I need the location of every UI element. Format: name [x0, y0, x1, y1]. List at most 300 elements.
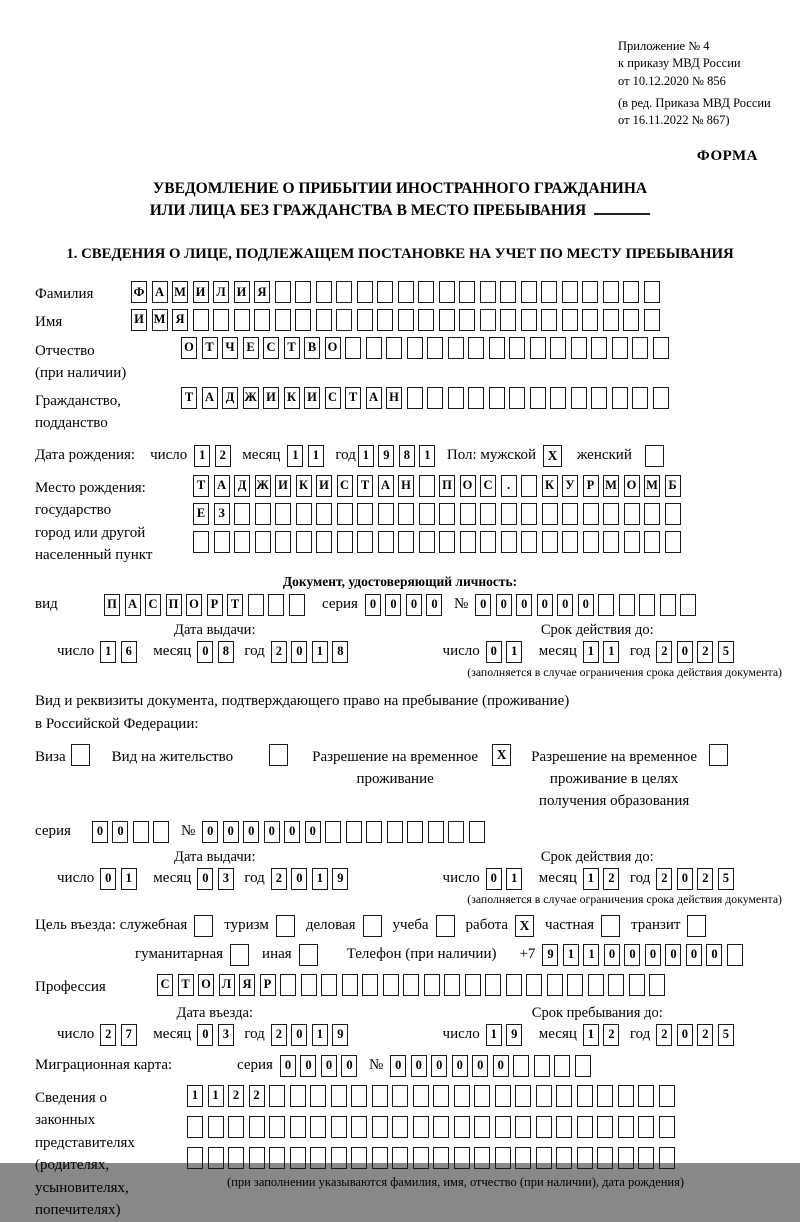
purpose-other-checkbox [299, 944, 318, 966]
permit-issue-year-boxes [271, 868, 353, 890]
char-box [526, 974, 542, 996]
char-box [213, 309, 229, 331]
permit-issue-month-boxes [197, 868, 238, 890]
birthplace-boxes-row2 [193, 503, 685, 525]
char-box: 1 [100, 641, 116, 663]
char-box [515, 1116, 531, 1138]
purpose-humanitarian-label: гуманитарная [135, 946, 224, 963]
char-box [454, 1147, 470, 1169]
char-box: 0 [677, 1024, 693, 1046]
valid-until-heading: Срок действия до: [540, 621, 654, 638]
permit-number-boxes [202, 821, 489, 843]
representatives-label [35, 1084, 187, 1222]
appendix-line: от 16.11.2022 № 867) [618, 113, 730, 127]
char-box [653, 337, 669, 359]
char-box [357, 531, 373, 553]
day-label: число [442, 643, 480, 660]
purpose-transit-checkbox [687, 915, 706, 937]
char-box [474, 1085, 490, 1107]
stay-year-boxes [656, 1024, 738, 1046]
citizenship-label [35, 387, 181, 435]
char-box: Б [665, 475, 681, 497]
char-box [603, 531, 619, 553]
char-box [316, 281, 332, 303]
char-box: 0 [496, 594, 512, 616]
char-box: Т [345, 387, 361, 409]
char-box [603, 309, 619, 331]
appendix-line: Приложение № 4 [618, 39, 710, 53]
char-box [269, 1147, 285, 1169]
char-box [534, 1055, 550, 1077]
migration-card-label: Миграционная карта: [35, 1057, 173, 1074]
char-box [618, 1147, 634, 1169]
char-box: 0 [223, 821, 239, 843]
char-box [506, 974, 522, 996]
representatives-boxes-row2 [187, 1116, 684, 1138]
char-box [608, 974, 624, 996]
entry-month-boxes [197, 1024, 238, 1046]
char-box [351, 1085, 367, 1107]
section-1-heading: 1. СВЕДЕНИЯ О ЛИЦЕ, ПОДЛЕЖАЩЕМ ПОСТАНОВКЕ НА УЧЕТ ПО МЕСТУ ПРЕБЫВАНИЯ [66, 246, 734, 263]
char-box: 0 [341, 1055, 357, 1077]
char-box [501, 531, 517, 553]
char-box [337, 503, 353, 525]
char-box [575, 1055, 591, 1077]
char-box [208, 1147, 224, 1169]
char-box: 0 [390, 1055, 406, 1077]
char-box [649, 974, 665, 996]
char-box [357, 503, 373, 525]
char-box [187, 1147, 203, 1169]
visa-label: Виза [35, 749, 66, 766]
patronymic-label-line2: (при наличии) [35, 365, 127, 382]
id-valid-column [395, 622, 800, 663]
char-box: 1 [308, 445, 324, 467]
char-box [419, 475, 435, 497]
representatives-note: (при заполнении указываются фамилия, имя, отчество (при наличии), дата рождения) [227, 1174, 685, 1189]
char-box [419, 531, 435, 553]
sex-female-label: женский [577, 447, 632, 464]
char-box [290, 1147, 306, 1169]
char-box: М [172, 281, 188, 303]
char-box: П [166, 594, 182, 616]
char-box [407, 337, 423, 359]
id-valid-day-boxes [486, 641, 527, 663]
validity-note: (заполняется в случае ограничения срока действия документа) [467, 664, 782, 679]
char-box: Л [219, 974, 235, 996]
char-box [433, 1085, 449, 1107]
char-box: 0 [197, 1024, 213, 1046]
migration-card-row [35, 1055, 800, 1077]
char-box [556, 1085, 572, 1107]
char-box: 2 [697, 1024, 713, 1046]
temp-permit-checkbox: X [492, 744, 511, 766]
month-label: месяц [153, 643, 192, 660]
char-box: И [263, 387, 279, 409]
char-box [386, 337, 402, 359]
char-box: 1 [603, 641, 619, 663]
char-box [428, 821, 444, 843]
char-box [310, 1147, 326, 1169]
char-box [133, 821, 149, 843]
char-box: 1 [486, 1024, 502, 1046]
migcard-series-label: серия [237, 1057, 273, 1074]
doc-series-label: серия [322, 596, 358, 613]
appendix-line: от 10.12.2020 № 856 [618, 73, 726, 88]
char-box: Т [178, 974, 194, 996]
char-box: 0 [493, 1055, 509, 1077]
char-box [623, 281, 639, 303]
char-box [536, 1116, 552, 1138]
char-box: 8 [399, 445, 415, 467]
entry-date-row [35, 1024, 395, 1046]
representatives-boxes-row1 [187, 1085, 684, 1107]
year-label: год [244, 643, 265, 660]
char-box [398, 309, 414, 331]
char-box [603, 503, 619, 525]
char-box: О [198, 974, 214, 996]
purpose-lead-label: Цель въезда: служебная [35, 917, 188, 934]
representatives-label-line: (родителях, [35, 1157, 110, 1174]
char-box [362, 974, 378, 996]
stay-until-column [395, 1005, 800, 1046]
char-box [659, 1116, 675, 1138]
char-box [255, 503, 271, 525]
char-box: Т [202, 337, 218, 359]
representatives-label-line: попечителях) [35, 1202, 121, 1219]
char-box [624, 503, 640, 525]
char-box: И [275, 475, 291, 497]
char-box: Т [357, 475, 373, 497]
purpose-other-label: иная [262, 946, 292, 963]
char-box [419, 503, 435, 525]
char-box [336, 281, 352, 303]
char-box: Т [193, 475, 209, 497]
char-box: 0 [280, 1055, 296, 1077]
char-box [562, 531, 578, 553]
char-box [378, 531, 394, 553]
permit-valid-row [395, 868, 800, 890]
char-box: 0 [197, 641, 213, 663]
char-box: 1 [194, 445, 210, 467]
char-box: Т [181, 387, 197, 409]
char-box [424, 974, 440, 996]
char-box: С [145, 594, 161, 616]
char-box: Н [398, 475, 414, 497]
char-box [530, 387, 546, 409]
profession-label: Профессия [35, 978, 106, 995]
representatives-label-line: усыновителях, [35, 1179, 129, 1196]
day-label: число [150, 447, 188, 464]
char-box [582, 281, 598, 303]
char-box: 1 [563, 944, 579, 966]
char-box [460, 531, 476, 553]
char-box: Ф [131, 281, 147, 303]
char-box [468, 387, 484, 409]
sex-female-checkbox [645, 445, 664, 467]
char-box [665, 531, 681, 553]
char-box: 0 [385, 594, 401, 616]
issue-date-heading: Дата выдачи: [174, 848, 256, 865]
char-box [357, 281, 373, 303]
char-box [407, 387, 423, 409]
char-box: 2 [249, 1085, 265, 1107]
char-box: С [325, 387, 341, 409]
month-label: месяц [538, 1026, 577, 1043]
char-box: 0 [112, 821, 128, 843]
char-box [366, 821, 382, 843]
char-box: 2 [271, 868, 287, 890]
permit-issue-column [35, 849, 395, 890]
permit-issue-row [35, 868, 395, 890]
char-box [193, 309, 209, 331]
char-box: 9 [332, 1024, 348, 1046]
appendix-reference [618, 38, 771, 129]
surname-label: Фамилия [35, 286, 94, 303]
char-box [542, 503, 558, 525]
char-box: 0 [516, 594, 532, 616]
residence-permit-checkbox [269, 744, 288, 766]
char-box [597, 1116, 613, 1138]
char-box: 0 [291, 641, 307, 663]
char-box: И [131, 309, 147, 331]
char-box [325, 821, 341, 843]
char-box [562, 309, 578, 331]
purpose-tourism-label: туризм [224, 917, 269, 934]
char-box: 0 [677, 868, 693, 890]
purpose-work-label: работа [465, 917, 509, 934]
phone-label: Телефон (при наличии) [346, 946, 497, 963]
char-box [316, 503, 332, 525]
id-valid-month-boxes [583, 641, 624, 663]
birthplace-label-line: населенный пункт [35, 547, 153, 564]
char-box [275, 281, 291, 303]
char-box [337, 531, 353, 553]
char-box: 0 [706, 944, 722, 966]
char-box [398, 531, 414, 553]
purpose-official-checkbox [194, 915, 213, 937]
entry-date-heading: Дата въезда: [176, 1004, 253, 1021]
char-box: 1 [287, 445, 303, 467]
patronymic-boxes [181, 337, 673, 359]
char-box [591, 387, 607, 409]
char-box [639, 594, 655, 616]
char-box [372, 1116, 388, 1138]
citizenship-row [35, 387, 800, 435]
char-box: С [337, 475, 353, 497]
profession-row [35, 974, 800, 997]
char-box [554, 1055, 570, 1077]
char-box [387, 821, 403, 843]
citizenship-label-line2: подданство [35, 415, 108, 432]
char-box [597, 1085, 613, 1107]
char-box [392, 1147, 408, 1169]
phone-row [135, 944, 800, 966]
phone-prefix: +7 [519, 946, 536, 963]
char-box: Ж [243, 387, 259, 409]
char-box: 9 [378, 445, 394, 467]
char-box: С [480, 475, 496, 497]
birth-date-label: Дата рождения: [35, 447, 136, 464]
char-box [448, 337, 464, 359]
char-box: 0 [645, 944, 661, 966]
char-box: 2 [215, 445, 231, 467]
year-label: год [244, 870, 265, 887]
char-box: 1 [187, 1085, 203, 1107]
sex-male-label: Пол: мужской [446, 447, 537, 464]
char-box [275, 309, 291, 331]
char-box [541, 281, 557, 303]
char-box [541, 309, 557, 331]
char-box: 0 [472, 1055, 488, 1077]
char-box [366, 337, 382, 359]
char-box: А [378, 475, 394, 497]
char-box [659, 1085, 675, 1107]
char-box [556, 1116, 572, 1138]
birth-date-row [35, 445, 800, 467]
year-label: год [629, 643, 651, 660]
char-box [623, 309, 639, 331]
char-box: 0 [291, 868, 307, 890]
char-box [567, 974, 583, 996]
month-label: месяц [153, 870, 192, 887]
char-box [310, 1085, 326, 1107]
char-box [249, 1116, 265, 1138]
month-label: месяц [538, 870, 577, 887]
char-box [474, 1147, 490, 1169]
purpose-study-checkbox [436, 915, 455, 937]
year-label: год [629, 870, 651, 887]
permit-issue-day-boxes [100, 868, 141, 890]
char-box [398, 503, 414, 525]
char-box [295, 309, 311, 331]
char-box [582, 309, 598, 331]
char-box [454, 1116, 470, 1138]
form-marker: ФОРМА [696, 148, 758, 164]
id-issue-year-boxes [271, 641, 353, 663]
char-box [515, 1085, 531, 1107]
char-box [316, 309, 332, 331]
char-box [550, 337, 566, 359]
char-box [632, 337, 648, 359]
char-box [378, 503, 394, 525]
entry-purpose-row [35, 915, 800, 937]
char-box [342, 974, 358, 996]
char-box [255, 531, 271, 553]
char-box [547, 974, 563, 996]
char-box [427, 387, 443, 409]
char-box: 0 [452, 1055, 468, 1077]
char-box: 0 [537, 594, 553, 616]
char-box [228, 1116, 244, 1138]
char-box: 2 [228, 1085, 244, 1107]
char-box [521, 281, 537, 303]
migcard-number-boxes [390, 1055, 595, 1077]
permit-dates [35, 849, 800, 890]
char-box [268, 594, 284, 616]
char-box [509, 337, 525, 359]
char-box: Я [172, 309, 188, 331]
char-box: 1 [208, 1085, 224, 1107]
char-box [377, 309, 393, 331]
char-box: 2 [656, 1024, 672, 1046]
char-box: 0 [197, 868, 213, 890]
char-box [153, 821, 169, 843]
char-box: 0 [264, 821, 280, 843]
char-box: 1 [583, 868, 599, 890]
char-box: З [214, 503, 230, 525]
permit-valid-month-boxes [583, 868, 624, 890]
birthplace-boxes-row3 [193, 531, 685, 553]
char-box [495, 1147, 511, 1169]
char-box: 1 [312, 641, 328, 663]
char-box [536, 1085, 552, 1107]
char-box: 0 [300, 1055, 316, 1077]
purpose-private-label: частная [545, 917, 595, 934]
phone-boxes [542, 944, 747, 966]
char-box: М [152, 309, 168, 331]
char-box [383, 974, 399, 996]
char-box [577, 1147, 593, 1169]
char-box: 0 [677, 641, 693, 663]
char-box: 2 [697, 868, 713, 890]
purpose-private-checkbox [601, 915, 620, 937]
permit-valid-column [395, 849, 800, 890]
representatives-label-line: Сведения о [35, 1089, 107, 1106]
char-box: 0 [475, 594, 491, 616]
doc-type-boxes [104, 594, 309, 616]
stay-until-heading: Срок пребывания до: [531, 1004, 663, 1021]
char-box: 0 [411, 1055, 427, 1077]
char-box: 8 [218, 641, 234, 663]
char-box: К [296, 475, 312, 497]
char-box: 0 [100, 868, 116, 890]
char-box [460, 503, 476, 525]
char-box [377, 281, 393, 303]
char-box [500, 281, 516, 303]
char-box [644, 503, 660, 525]
char-box [480, 309, 496, 331]
year-label: год [335, 447, 356, 464]
char-box: Т [284, 337, 300, 359]
char-box [336, 309, 352, 331]
permit-series-row [35, 821, 800, 843]
char-box [500, 309, 516, 331]
char-box: Р [207, 594, 223, 616]
form-body [0, 263, 800, 1222]
char-box [351, 1147, 367, 1169]
char-box: 0 [406, 594, 422, 616]
char-box: К [284, 387, 300, 409]
sex-male-checkbox: X [543, 445, 562, 467]
char-box [597, 1147, 613, 1169]
identity-doc-heading: Документ, удостоверяющий личность: [282, 573, 518, 589]
birthplace-boxes-column [193, 474, 685, 553]
char-box [248, 594, 264, 616]
temp-edu-label-line3: получения образования [538, 792, 690, 809]
char-box [612, 387, 628, 409]
citizenship-boxes [181, 387, 673, 409]
char-box [480, 503, 496, 525]
stay-day-boxes [486, 1024, 527, 1046]
id-valid-row [395, 641, 800, 663]
id-valid-year-boxes [656, 641, 738, 663]
purpose-tourism-checkbox [276, 915, 295, 937]
char-box [289, 594, 305, 616]
purpose-transit-label: транзит [631, 917, 681, 934]
char-box: Д [234, 475, 250, 497]
char-box [480, 531, 496, 553]
